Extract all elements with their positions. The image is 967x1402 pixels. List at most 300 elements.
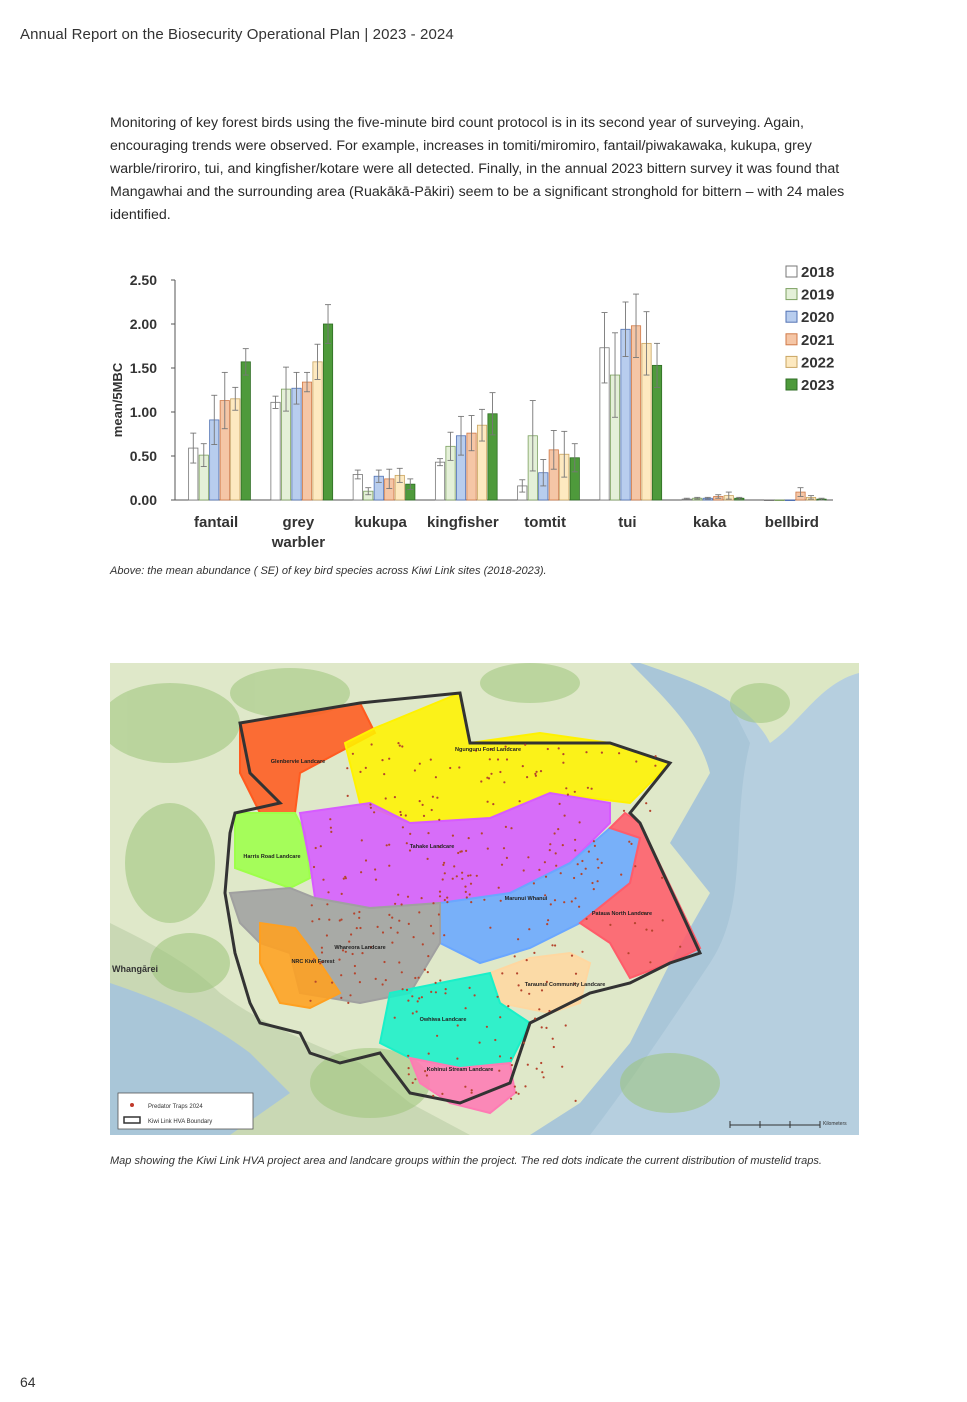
- trap-dot: [486, 777, 488, 779]
- x-category-label: fantail: [194, 514, 239, 531]
- bar-2020: [785, 500, 794, 501]
- trap-dot: [503, 781, 505, 783]
- legend-label-2022: 2022: [801, 354, 835, 372]
- trap-dot: [469, 987, 471, 989]
- trap-dot: [555, 865, 557, 867]
- trap-dot: [386, 844, 388, 846]
- trap-dot: [565, 787, 567, 789]
- trap-dot: [519, 800, 521, 802]
- legend-label-2020: 2020: [801, 309, 835, 327]
- trap-dot: [557, 828, 559, 830]
- trap-dot: [435, 776, 437, 778]
- trap-dot: [465, 850, 467, 852]
- trap-dot: [347, 795, 349, 797]
- y-tick-label: 1.00: [129, 404, 157, 420]
- trap-dot: [446, 897, 448, 899]
- trap-dot: [533, 882, 535, 884]
- trap-dot: [464, 1086, 466, 1088]
- trap-dot: [506, 857, 508, 859]
- trap-dot: [469, 874, 471, 876]
- trap-dot: [382, 931, 384, 933]
- trap-dot: [492, 803, 494, 805]
- trap-dot: [421, 897, 423, 899]
- trap-dot: [578, 906, 580, 908]
- region-label: NRC Kiwi Forest: [291, 959, 335, 965]
- trap-dot: [375, 879, 377, 881]
- trap-dot: [470, 883, 472, 885]
- trap-dot: [418, 911, 420, 913]
- bar-2018: [764, 500, 773, 501]
- trap-dot: [443, 934, 445, 936]
- bar-2018: [435, 462, 444, 500]
- trap-dot: [414, 769, 416, 771]
- trap-dot: [517, 938, 519, 940]
- trap-dot: [322, 879, 324, 881]
- trap-dot: [346, 767, 348, 769]
- trap-dot: [466, 896, 468, 898]
- trap-dot: [562, 844, 564, 846]
- trap-dot: [654, 765, 656, 767]
- trap-dot: [516, 972, 518, 974]
- trap-dot: [553, 1046, 555, 1048]
- x-category-label: grey: [282, 514, 315, 531]
- place-label-whangarei: Whangārei: [112, 964, 159, 974]
- trap-dot: [399, 811, 401, 813]
- trap-dot: [499, 771, 501, 773]
- trap-dot: [528, 928, 530, 930]
- trap-dot: [490, 773, 492, 775]
- trap-dot: [565, 1024, 567, 1026]
- trap-dot: [538, 1008, 540, 1010]
- legend-label-2018: 2018: [801, 264, 835, 281]
- trap-dot: [419, 800, 421, 802]
- trap-dot: [388, 758, 390, 760]
- trap-dot: [679, 946, 681, 948]
- legend-swatch-2022: [786, 356, 797, 367]
- trap-dot: [523, 869, 525, 871]
- trap-dot: [520, 989, 522, 991]
- legend-trap-dot: [130, 1103, 134, 1107]
- trap-dot: [534, 1018, 536, 1020]
- trap-dot: [469, 893, 471, 895]
- bar-2023: [323, 324, 332, 500]
- trap-dot: [354, 972, 356, 974]
- trap-dot: [459, 851, 461, 853]
- trap-dot: [541, 1071, 543, 1073]
- trap-dot: [422, 943, 424, 945]
- trap-dot: [634, 922, 636, 924]
- trap-dot: [359, 771, 361, 773]
- trap-dot: [385, 979, 387, 981]
- trap-dot: [413, 936, 415, 938]
- trap-dot: [311, 920, 313, 922]
- trap-dot: [416, 1011, 418, 1013]
- trap-dot: [331, 982, 333, 984]
- trap-dot: [417, 1000, 419, 1002]
- trap-dot: [524, 1085, 526, 1087]
- trap-dot: [412, 1082, 414, 1084]
- trap-dot: [360, 871, 362, 873]
- trap-dot: [390, 927, 392, 929]
- legend-swatch-2020: [786, 311, 797, 322]
- legend-label-2021: 2021: [801, 331, 835, 349]
- trap-dot: [401, 745, 403, 747]
- trap-dot: [375, 978, 377, 980]
- trap-dot: [343, 878, 345, 880]
- trap-dot: [538, 869, 540, 871]
- trap-dot: [356, 927, 358, 929]
- trap-dot: [426, 1074, 428, 1076]
- trap-dot: [645, 929, 647, 931]
- y-tick-label: 1.50: [129, 360, 157, 376]
- trap-dot: [352, 953, 354, 955]
- bar-2019: [775, 500, 784, 501]
- trap-dot: [407, 1055, 409, 1057]
- trap-dot: [535, 775, 537, 777]
- trap-dot: [394, 903, 396, 905]
- trap-dot: [527, 856, 529, 858]
- trap-dot: [358, 917, 360, 919]
- trap-dot: [394, 1017, 396, 1019]
- trap-dot: [564, 815, 566, 817]
- trap-dot: [461, 872, 463, 874]
- trap-dot: [487, 801, 489, 803]
- trap-dot: [330, 831, 332, 833]
- trap-dot: [418, 997, 420, 999]
- trap-dot: [412, 1012, 414, 1014]
- region-label: Pataua North Landcare: [591, 911, 653, 917]
- trap-dot: [405, 814, 407, 816]
- trap-dot: [402, 988, 404, 990]
- trap-dot: [430, 925, 432, 927]
- trap-dot: [313, 866, 315, 868]
- trap-dot: [327, 891, 329, 893]
- trap-dot: [406, 842, 408, 844]
- trap-dot: [574, 897, 576, 899]
- trap-dot: [635, 760, 637, 762]
- trap-dot: [499, 1055, 501, 1057]
- intro-paragraph: Monitoring of key forest birds using the five-minute bird count protocol is in its second year of surveying. Again, encouraging trends were observed. For example, increases in tomiti/miromiro, fantail/piwakawaka, kukupa, grey warble/riroriro, tui, and kingfisher/kotare were all detected. Finally, in the annual 2023 bittern survey it was found that Mangawhai and the surrounding area (Ruakākā-Pākiri) seem to be a significant stronghold for bittern – with 24 males identified.: [110, 115, 845, 223]
- trap-dot: [480, 780, 482, 782]
- chart-caption: Above: the mean abundance ( SE) of key bird species across Kiwi Link sites (2018-2023).: [110, 565, 547, 577]
- legend-swatch-2023: [786, 379, 797, 390]
- trap-dot: [634, 865, 636, 867]
- trap-dot: [623, 810, 625, 812]
- trap-dot: [500, 900, 502, 902]
- trap-dot: [510, 1098, 512, 1100]
- trap-dot: [365, 859, 367, 861]
- trap-dot: [406, 989, 408, 991]
- x-category-label: tomtit: [524, 514, 566, 531]
- trap-dot: [423, 815, 425, 817]
- trap-dot: [442, 878, 444, 880]
- trap-dot: [479, 1042, 481, 1044]
- trap-dot: [435, 991, 437, 993]
- trap-dot: [515, 1091, 517, 1093]
- trap-dot: [407, 1000, 409, 1002]
- trap-dot: [318, 918, 320, 920]
- trap-dot: [464, 886, 466, 888]
- trap-dot: [428, 1053, 430, 1055]
- trap-dot: [511, 1064, 513, 1066]
- bar-2022: [313, 362, 322, 500]
- x-category-label: kukupa: [354, 514, 407, 531]
- trap-dot: [422, 804, 424, 806]
- trap-dot: [458, 766, 460, 768]
- trap-dot: [541, 989, 543, 991]
- trap-dot: [510, 1057, 512, 1059]
- trap-dot: [547, 919, 549, 921]
- trap-dot: [461, 878, 463, 880]
- trap-dot: [315, 981, 317, 983]
- trap-dot: [518, 1093, 520, 1095]
- trap-dot: [457, 852, 459, 854]
- trap-dot: [574, 839, 576, 841]
- trap-dot: [580, 873, 582, 875]
- trap-dot: [430, 991, 432, 993]
- trap-dot: [345, 951, 347, 953]
- trap-dot: [489, 758, 491, 760]
- trap-dot: [374, 868, 376, 870]
- trap-dot: [560, 872, 562, 874]
- region-label: Marunui Whanui: [504, 896, 548, 902]
- trap-dot: [373, 811, 375, 813]
- trap-dot: [465, 1007, 467, 1009]
- map-caption: Map showing the Kiwi Link HVA project area and landcare groups within the project. The red dots indicate the current distribution of mustelid traps.: [110, 1155, 822, 1167]
- trap-dot: [559, 803, 561, 805]
- trap-dot: [527, 1064, 529, 1066]
- trap-dot: [309, 1000, 311, 1002]
- trap-dot: [541, 1026, 543, 1028]
- trap-dot: [505, 826, 507, 828]
- trap-dot: [481, 832, 483, 834]
- bar-2023: [241, 362, 250, 500]
- trap-dot: [487, 848, 489, 850]
- trap-dot: [585, 868, 587, 870]
- trap-dot: [446, 901, 448, 903]
- trap-dot: [523, 1042, 525, 1044]
- trap-dot: [649, 810, 651, 812]
- trap-dot: [397, 894, 399, 896]
- trap-dot: [344, 876, 346, 878]
- trap-dot: [601, 752, 603, 754]
- trap-dot: [408, 1067, 410, 1069]
- trap-dot: [435, 982, 437, 984]
- trap-dot: [369, 803, 371, 805]
- region-label: Tahake Landcare: [409, 844, 455, 850]
- bar-2020: [292, 388, 301, 500]
- trap-dot: [432, 902, 434, 904]
- trap-dot: [444, 992, 446, 994]
- trap-dot: [506, 758, 508, 760]
- trap-dot: [581, 860, 583, 862]
- trap-dot: [497, 758, 499, 760]
- trap-dot: [414, 1078, 416, 1080]
- trap-dot: [574, 791, 576, 793]
- trap-dot: [427, 971, 429, 973]
- scale-units-label: Kilometers: [823, 1121, 847, 1127]
- trap-dot: [470, 901, 472, 903]
- trap-dot: [563, 901, 565, 903]
- trap-dot: [571, 955, 573, 957]
- trap-dot: [444, 872, 446, 874]
- map-legend: [118, 1093, 253, 1129]
- trap-dot: [526, 776, 528, 778]
- trap-dot: [587, 787, 589, 789]
- trap-dot: [562, 753, 564, 755]
- trap-dot: [662, 919, 664, 921]
- y-tick-label: 0.00: [129, 492, 157, 508]
- y-tick-label: 2.50: [129, 272, 157, 288]
- y-tick-label: 0.50: [129, 448, 157, 464]
- x-category-label: kingfisher: [427, 514, 499, 531]
- trap-dot: [320, 845, 322, 847]
- legend-boundary-label: Kiwi Link HVA Boundary: [148, 1119, 213, 1125]
- trap-dot: [398, 920, 400, 922]
- trap-dot: [483, 899, 485, 901]
- trap-dot: [408, 923, 410, 925]
- trap-dot: [661, 877, 663, 879]
- trap-dot: [649, 961, 651, 963]
- trap-dot: [548, 1010, 550, 1012]
- region-label: Taraunui Community Landcare: [524, 982, 606, 988]
- trap-dot: [628, 841, 630, 843]
- trap-dot: [627, 952, 629, 954]
- trap-dot: [467, 875, 469, 877]
- trap-dot: [391, 917, 393, 919]
- trap-dot: [348, 941, 350, 943]
- trap-dot: [411, 995, 413, 997]
- trap-dot: [579, 821, 581, 823]
- trap-dot: [398, 961, 400, 963]
- trap-dot: [474, 994, 476, 996]
- trap-dot: [540, 770, 542, 772]
- legend-swatch-2021: [786, 334, 797, 345]
- trap-dot: [591, 788, 593, 790]
- trap-dot: [361, 952, 363, 954]
- trap-dot: [528, 993, 530, 995]
- trap-dot: [340, 919, 342, 921]
- trap-dot: [597, 880, 599, 882]
- trap-dot: [551, 944, 553, 946]
- trap-dot: [536, 1068, 538, 1070]
- trap-dot: [574, 849, 576, 851]
- trap-dot: [407, 896, 409, 898]
- trap-dot: [651, 930, 653, 932]
- trap-dot: [597, 858, 599, 860]
- trap-dot: [359, 981, 361, 983]
- trap-dot: [581, 951, 583, 953]
- trap-dot: [350, 933, 352, 935]
- bar-2018: [271, 402, 280, 500]
- trap-dot: [550, 903, 552, 905]
- trap-dot: [571, 900, 573, 902]
- trap-dot: [540, 1062, 542, 1064]
- trap-dot: [547, 748, 549, 750]
- trap-dot: [558, 747, 560, 749]
- trap-dot: [321, 947, 323, 949]
- trap-dot: [609, 924, 611, 926]
- trap-dot: [456, 1058, 458, 1060]
- trap-dot: [400, 814, 402, 816]
- trap-dot: [514, 1086, 516, 1088]
- trap-dot: [586, 918, 588, 920]
- trap-dot: [620, 874, 622, 876]
- trap-dot: [549, 843, 551, 845]
- x-category-label: bellbird: [764, 514, 819, 531]
- trap-dot: [328, 919, 330, 921]
- trap-dot: [555, 852, 557, 854]
- trap-dot: [315, 847, 317, 849]
- trap-dot: [534, 773, 536, 775]
- y-tick-label: 2.00: [129, 316, 157, 332]
- trap-dot: [452, 878, 454, 880]
- trap-dot: [577, 863, 579, 865]
- trap-dot: [554, 832, 556, 834]
- trap-dot: [354, 965, 356, 967]
- trap-dot: [352, 753, 354, 755]
- trap-dot: [585, 751, 587, 753]
- trap-dot: [439, 895, 441, 897]
- trap-dot: [510, 827, 512, 829]
- trap-dot: [536, 771, 538, 773]
- trap-dot: [501, 972, 503, 974]
- trap-dot: [456, 875, 458, 877]
- trap-dot: [562, 762, 564, 764]
- trap-dot: [382, 983, 384, 985]
- legend-label-2023: 2023: [801, 377, 835, 394]
- trap-dot: [439, 979, 441, 981]
- trap-dot: [567, 794, 569, 796]
- region-label: Harris Road Landcare: [243, 854, 301, 860]
- trap-dot: [630, 843, 632, 845]
- trap-dot: [414, 977, 416, 979]
- trap-dot: [397, 742, 399, 744]
- trap-dot: [408, 1073, 410, 1075]
- trap-dot: [383, 773, 385, 775]
- trap-dot: [468, 837, 470, 839]
- trap-dot: [507, 1005, 509, 1007]
- trap-dot: [575, 1100, 577, 1102]
- trap-dot: [341, 893, 343, 895]
- trap-dot: [432, 1095, 434, 1097]
- trap-dot: [383, 961, 385, 963]
- trap-dot: [573, 877, 575, 879]
- trap-dot: [424, 969, 426, 971]
- y-axis-label: mean/5MBC: [110, 362, 125, 438]
- trap-dot: [359, 927, 361, 929]
- trap-dot: [575, 973, 577, 975]
- trap-dot: [388, 914, 390, 916]
- trap-dot: [353, 912, 355, 914]
- trap-dot: [432, 796, 434, 798]
- trap-dot: [545, 1027, 547, 1029]
- trap-dot: [441, 1093, 443, 1095]
- trap-dot: [338, 959, 340, 961]
- trap-dot: [561, 1066, 563, 1068]
- trap-dot: [533, 952, 535, 954]
- trap-dot: [486, 1026, 488, 1028]
- trap-dot: [452, 835, 454, 837]
- trap-dot: [439, 891, 441, 893]
- trap-dot: [377, 926, 379, 928]
- trap-dot: [436, 797, 438, 799]
- region-label: Kohinui Stream Landcare: [426, 1067, 494, 1073]
- trap-dot: [489, 927, 491, 929]
- trap-dot: [471, 1092, 473, 1094]
- trap-dot: [442, 864, 444, 866]
- trap-dot: [594, 845, 596, 847]
